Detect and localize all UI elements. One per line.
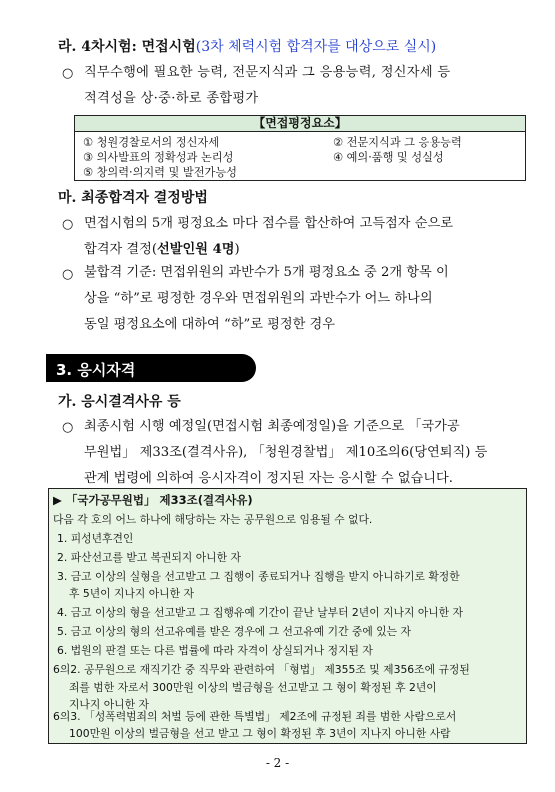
bullet-icon: ○ <box>62 66 74 81</box>
ra-heading-note: (3차 체력시험 합격자를 대상으로 실시) <box>195 39 437 55</box>
section-3-title: 3. 응시자격 <box>56 361 136 379</box>
bullet-icon: ○ <box>62 267 74 282</box>
section-3-banner <box>46 354 256 382</box>
ma-b1-line-2-a: 합격자 결정( <box>84 242 158 257</box>
law-item: 6. 법원의 판결 또는 다른 법률에 따라 자격이 상실되거나 정지된 자 <box>57 644 373 657</box>
law-item-cont: 후 5년이 지나지 아니한 자 <box>69 587 194 600</box>
law-item-cont: 죄를 범한 자로서 300만원 이상의 벌금형을 선고받고 그 형이 확정된 후 2년이 <box>69 681 437 694</box>
law-title: ▶ 「국가공무원법」 제33조(결격사유) <box>53 493 253 507</box>
ma-b2-line-3: 동일 평정요소에 대하여 “하”로 평정한 경우 <box>84 317 336 332</box>
bullet-icon: ○ <box>62 217 74 232</box>
criteria-item-2: ② 전문지식과 그 응용능력 <box>333 136 462 149</box>
law-item: 2. 파산선고를 받고 복권되지 아니한 자 <box>57 551 241 564</box>
ra-bullet-text <box>84 60 524 112</box>
ga-bullet-text <box>84 414 524 492</box>
ga-line-1: 최종시험 시행 예정일(면접시험 최종예정일)을 기준으로 「국가공 <box>84 419 460 434</box>
law-item: 3. 금고 이상의 실형을 선고받고 그 집행이 종료되거나 집행을 받지 아니하기로 확정한 <box>57 570 460 583</box>
ma-bullet-1-text <box>84 211 524 263</box>
page-number: - 2 - <box>265 756 290 770</box>
ma-b1-line-1: 면접시험의 5개 평정요소 마다 점수를 합산하여 고득점자 순으로 <box>84 216 453 231</box>
criteria-item-3: ③ 의사발표의 정확성과 논리성 <box>83 151 234 164</box>
ma-b2-line-2: 상을 “하”로 평정한 경우와 면접위원의 과반수가 어느 하나의 <box>84 291 433 306</box>
section-ga-heading: 가. 응시결격사유 등 <box>58 394 181 410</box>
law-item: 4. 금고 이상의 형을 선고받고 그 집행유예 기간이 끝난 날부터 2년이 지나지 아니한 자 <box>57 606 463 619</box>
ra-line-1: 직무수행에 필요한 능력, 전문지식과 그 응용능력, 정신자세 등 <box>84 65 451 80</box>
law-intro: 다음 각 호의 어느 하나에 해당하는 자는 공무원으로 임용될 수 없다. <box>53 513 373 526</box>
section-ma-heading: 마. 최종합격자 결정방법 <box>58 190 208 206</box>
criteria-item-1: ① 청원경찰로서의 정신자세 <box>83 136 220 149</box>
ma-bullet-2-text <box>84 260 524 338</box>
law-excerpt-box <box>48 488 527 744</box>
law-item: 1. 피성년후견인 <box>57 532 134 545</box>
criteria-item-5: ⑤ 창의력·의지력 및 발전가능성 <box>83 166 237 179</box>
law-item-cont: 100만원 이상의 벌금형을 선고 받고 그 형이 확정된 후 3년이 지나지 아니한 사람 <box>69 727 451 740</box>
criteria-item-4: ④ 예의·품행 및 성실성 <box>333 151 444 164</box>
law-item: 6의3. 「성폭력범죄의 처벌 등에 관한 특별법」 제2조에 규정된 죄를 범한 사람으로서 <box>53 710 457 723</box>
ma-b2-line-1: 불합격 기준: 면접위원의 과반수가 5개 평정요소 중 2개 항목 이 <box>84 265 449 280</box>
criteria-title: 【면접평정요소】 <box>75 116 525 132</box>
ga-line-3: 관계 법령에 의하여 응시자격이 정지된 자는 응시할 수 없습니다. <box>84 471 453 486</box>
ma-b1-line-2-c: ) <box>234 242 240 257</box>
ga-line-2: 무원법」 제33조(결격사유), 「청원경찰법」 제10조의6(당연퇴직) 등 <box>84 445 488 460</box>
law-item-cont: 지나지 아니한 자 <box>69 698 149 711</box>
ra-line-2: 적격성을 상·중·하로 종합평가 <box>84 91 259 106</box>
law-item: 5. 금고 이상의 형의 선고유예를 받은 경우에 그 선고유예 기간 중에 있는 자 <box>57 625 411 638</box>
ra-heading-text: 라. 4차시험: 면접시험 <box>58 39 196 55</box>
selection-count: 선발인원 4명 <box>157 242 235 257</box>
bullet-icon: ○ <box>62 420 74 435</box>
law-item: 6의2. 공무원으로 재직기간 중 직무와 관련하여 「형법」 제355조 및 제356조에 규정된 <box>53 663 470 676</box>
interview-criteria-box <box>74 115 526 181</box>
section-ra-heading <box>58 36 436 56</box>
